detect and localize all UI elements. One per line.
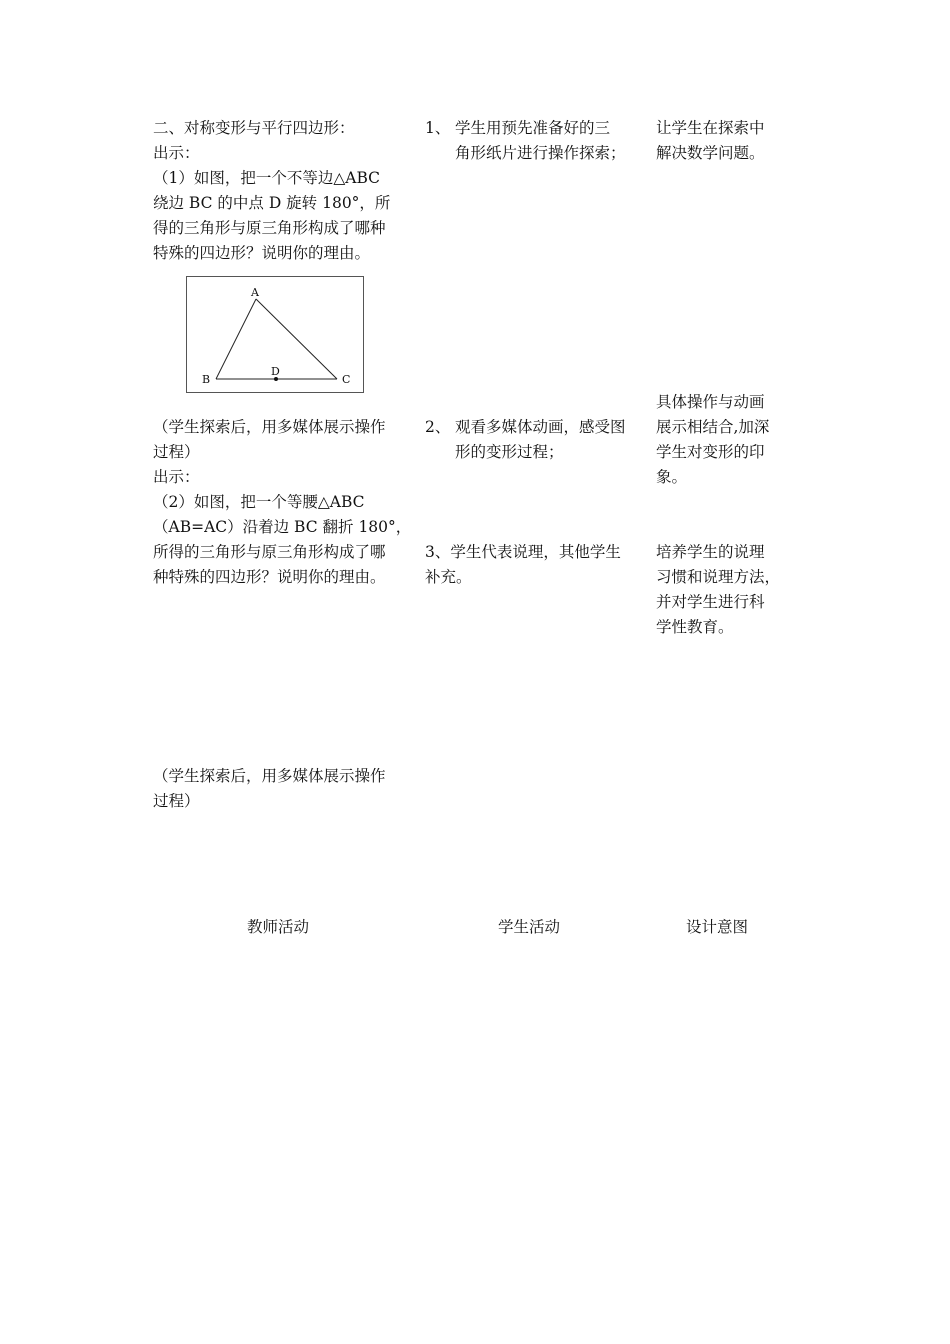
intent-2-line-3: 学生对变形的印 — [656, 443, 765, 461]
note-1-line-2: 过程） — [153, 443, 200, 461]
triangle-diagram — [187, 277, 363, 392]
point-label-d: D — [271, 365, 280, 378]
intent-1-line-2: 解决数学问题。 — [656, 144, 765, 162]
student-item-3-line-2: 补充。 — [425, 568, 472, 586]
problem-1-line-1: （1）如图，把一个不等边△ABC — [153, 169, 381, 187]
intent-1-line-1: 让学生在探索中 — [656, 119, 765, 137]
vertex-label-c: C — [342, 373, 351, 386]
problem-1-line-4: 特殊的四边形？说明你的理由。 — [153, 244, 371, 262]
note-2-line-1: （学生探索后，用多媒体展示操作 — [153, 767, 386, 785]
student-item-3-line-1: 3、学生代表说理，其他学生 — [425, 543, 621, 561]
intent-3-line-4: 学性教育。 — [656, 618, 734, 636]
side-ab — [216, 299, 256, 379]
problem-2-line-2: （AB=AC）沿着边 BC 翻折 180°， — [153, 518, 412, 536]
intent-3-line-1: 培养学生的说理 — [656, 543, 765, 561]
footer-design-intent: 设计意图 — [686, 918, 749, 936]
student-item-1-line-1: 学生用预先准备好的三 — [455, 119, 611, 137]
show-label-1: 出示： — [153, 144, 200, 162]
section-title: 二、对称变形与平行四边形： — [153, 119, 355, 137]
note-1-line-1: （学生探索后，用多媒体展示操作 — [153, 418, 386, 436]
note-2-line-2: 过程） — [153, 792, 200, 810]
triangle-figure — [186, 276, 364, 393]
vertex-label-a: A — [251, 286, 259, 299]
show-label-2: 出示： — [153, 468, 200, 486]
vertex-label-b: B — [202, 373, 211, 386]
student-item-2-line-1: 观看多媒体动画，感受图 — [455, 418, 626, 436]
problem-2-line-1: （2）如图，把一个等腰△ABC — [153, 493, 365, 511]
problem-1-line-2: 绕边 BC 的中点 D 旋转 180°，所 — [153, 194, 391, 212]
footer-teacher-activity: 教师活动 — [247, 918, 310, 936]
intent-2-line-4: 象。 — [656, 468, 688, 486]
student-item-1-number: 1、 — [425, 119, 451, 137]
student-item-2-number: 2、 — [425, 418, 451, 436]
problem-2-line-4: 种特殊的四边形？说明你的理由。 — [153, 568, 386, 586]
problem-2-line-3: 所得的三角形与原三角形构成了哪 — [153, 543, 386, 561]
problem-1-line-3: 得的三角形与原三角形构成了哪种 — [153, 219, 386, 237]
intent-2-line-1: 具体操作与动画 — [656, 393, 765, 411]
intent-3-line-3: 并对学生进行科 — [656, 593, 765, 611]
student-item-1-line-2: 角形纸片进行操作探索； — [455, 144, 626, 162]
student-item-2-line-2: 形的变形过程； — [455, 443, 564, 461]
intent-3-line-2: 习惯和说理方法， — [656, 568, 781, 586]
footer-student-activity: 学生活动 — [498, 918, 561, 936]
side-ac — [256, 299, 337, 379]
intent-2-line-2: 展示相结合,加深 — [656, 418, 770, 436]
